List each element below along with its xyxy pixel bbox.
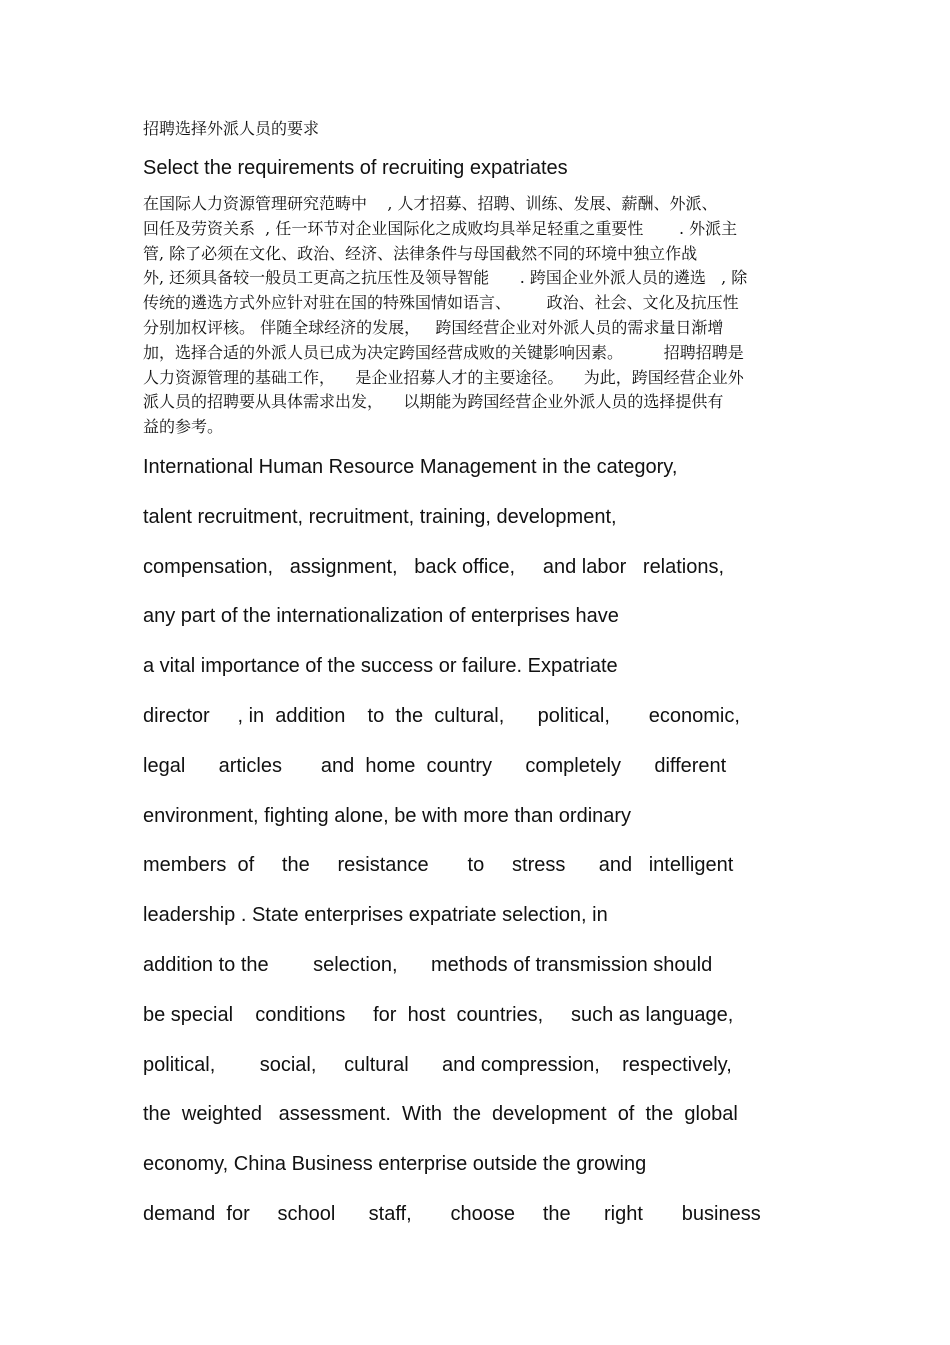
english-paragraph-line: addition to the selection, methods of transmission should bbox=[143, 953, 713, 976]
chinese-paragraph-line: 外, 还须具备较一般员工更高之抗压性及领导智能 . 跨国企业外派人员的遴选 , 除 bbox=[143, 268, 748, 288]
english-paragraph bbox=[143, 452, 823, 1249]
chinese-paragraph-line: 在国际人力资源管理研究范畴中 , 人才招募、招聘、训练、发展、薪酬、外派、 bbox=[143, 194, 718, 213]
english-paragraph-line: any part of the internationalization of enterprises have bbox=[143, 605, 619, 628]
chinese-paragraph-line: 加，选择合适的外派人员已成为决定跨国经营成败的关键影响因素。 招聘招聘是 bbox=[143, 342, 744, 362]
english-paragraph-line: members of the resistance to stress and intelligent bbox=[143, 854, 734, 877]
chinese-paragraph-line: 管, 除了必须在文化、政治、经济、法律条件与母国截然不同的环境中独立作战 bbox=[143, 243, 698, 263]
english-paragraph-line: legal articles and home country completely different bbox=[143, 754, 727, 777]
english-paragraph-line: leadership . State enterprises expatriate selection, in bbox=[143, 904, 608, 927]
chinese-paragraph-line: 回任及劳资关系 , 任一环节对企业国际化之成败均具举足轻重之重要性 . 外派主 bbox=[143, 218, 738, 238]
english-paragraph-line: demand for school staff, choose the right business bbox=[143, 1202, 761, 1225]
english-paragraph-line: International Human Resource Management in the category, bbox=[143, 456, 678, 478]
english-paragraph-line: be special conditions for host countries, such as language, bbox=[143, 1003, 734, 1026]
chinese-paragraph-line: 益的参考。 bbox=[143, 417, 224, 437]
english-paragraph-line: a vital importance of the success or failure. Expatriate bbox=[143, 655, 618, 678]
chinese-paragraph-line: 分别加权评核。 伴随全球经济的发展， 跨国经营企业对外派人员的需求量日渐增 bbox=[143, 317, 724, 337]
english-paragraph-line: economy, China Business enterprise outside the growing bbox=[143, 1153, 647, 1176]
english-paragraph-line: compensation, assignment, back office, and labor relations, bbox=[143, 555, 725, 578]
chinese-paragraph bbox=[143, 192, 813, 440]
chinese-paragraph-line: 人力资源管理的基础工作， 是企业招募人才的主要途径。 为此，跨国经营企业外 bbox=[143, 367, 744, 387]
english-paragraph-line: the weighted assessment. With the development of the global bbox=[143, 1103, 738, 1126]
chinese-paragraph-line: 传统的遴选方式外应针对驻在国的特殊国情如语言、 政治、社会、文化及抗压性 bbox=[143, 293, 739, 313]
chinese-paragraph-line: 派人员的招聘要从具体需求出发， 以期能为跨国经营企业外派人员的选择提供有 bbox=[143, 392, 724, 412]
english-title: Select the requirements of recruiting expatriates bbox=[143, 157, 568, 179]
english-paragraph-line: talent recruitment, recruitment, training, development, bbox=[143, 505, 617, 528]
english-paragraph-line: director , in addition to the cultural, political, economic, bbox=[143, 704, 740, 727]
english-paragraph-line: environment, fighting alone, be with more than ordinary bbox=[143, 804, 632, 827]
english-paragraph-line: political, social, cultural and compression, respectively, bbox=[143, 1053, 732, 1076]
chinese-title: 招聘选择外派人员的要求 bbox=[143, 119, 320, 138]
